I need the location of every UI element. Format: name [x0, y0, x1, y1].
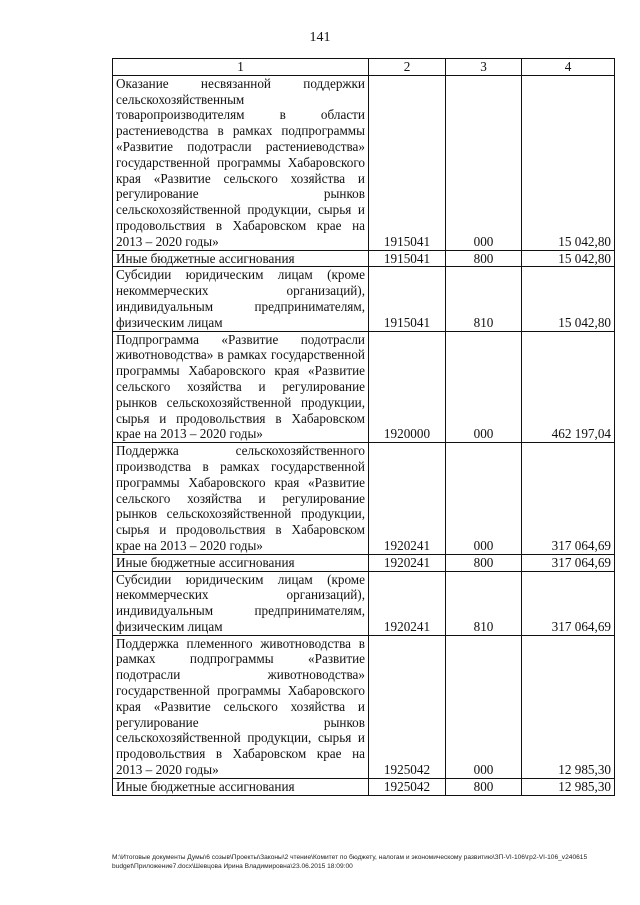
column-header: 3: [446, 59, 522, 76]
row-name: Иные бюджетные ассигнования: [113, 778, 369, 795]
row-name: Субсидии юридическим лицам (кроме некоммерческих организаций), индивидуальным предпринимателям, физическим лицам: [113, 571, 369, 635]
row-code: 1920241: [369, 571, 446, 635]
row-expense-type: 000: [446, 75, 522, 250]
row-expense-type: 000: [446, 331, 522, 443]
row-code: 1915041: [369, 250, 446, 267]
table-row: [113, 554, 615, 571]
row-expense-type: 810: [446, 267, 522, 331]
column-header: 2: [369, 59, 446, 76]
table-row: [113, 267, 615, 331]
table-row: [113, 571, 615, 635]
budget-table: [112, 58, 615, 796]
row-code: 1920241: [369, 554, 446, 571]
table-row: [113, 778, 615, 795]
row-sum: 12 985,30: [522, 778, 615, 795]
row-sum: 15 042,80: [522, 75, 615, 250]
column-header: 4: [522, 59, 615, 76]
file-path-footer: M:\Итоговые документы Думы\6 созыв\Проекты\Законы\2 чтение\Комитет по бюджету, налогам и экономическому развитию\ЗП-VI-106\гр2-VI-106_v240615 budget\Приложение7.docx\Шевцова Ирина Владимировна\23.06.2015 18:09:00: [112, 854, 588, 870]
row-code: 1925042: [369, 778, 446, 795]
row-name: Оказание несвязанной поддержки сельскохозяйственным товаропроизводителям в области растениеводства в рамках подпрограммы «Развитие подотрасли растениеводства» государственной программы Хабаровского края «Развитие сельского хозяйства и регулирование рынков сельскохозяйственной продукции, сырья и продовольствия в Хабаровском крае на 2013 – 2020 годы»: [113, 75, 369, 250]
row-code: 1925042: [369, 635, 446, 778]
row-name: Иные бюджетные ассигнования: [113, 554, 369, 571]
row-sum: 317 064,69: [522, 571, 615, 635]
row-sum: 15 042,80: [522, 250, 615, 267]
row-expense-type: 800: [446, 250, 522, 267]
row-name: Субсидии юридическим лицам (кроме некоммерческих организаций), индивидуальным предпринимателям, физическим лицам: [113, 267, 369, 331]
row-sum: 15 042,80: [522, 267, 615, 331]
row-code: 1915041: [369, 75, 446, 250]
row-name: Поддержка сельскохозяйственного производства в рамках государственной программы Хабаровского края «Развитие сельского хозяйства и регулирование рынков сельскохозяйственной продукции, сырья и продовольствия в Хабаровском крае на 2013 – 2020 годы»: [113, 443, 369, 555]
row-sum: 317 064,69: [522, 443, 615, 555]
header-row: [113, 59, 615, 76]
row-sum: 317 064,69: [522, 554, 615, 571]
column-header: 1: [113, 59, 369, 76]
page-number: 141: [309, 30, 331, 45]
row-expense-type: 800: [446, 778, 522, 795]
row-name: Подпрограмма «Развитие подотрасли животноводства» в рамках государственной программы Хабаровского края «Развитие сельского хозяйства и регулирование рынков сельскохозяйственной продукции, сырья и продовольствия в Хабаровском крае на 2013 – 2020 годы»: [113, 331, 369, 443]
row-code: 1920000: [369, 331, 446, 443]
table-row: [113, 443, 615, 555]
table-row: [113, 250, 615, 267]
row-name: Иные бюджетные ассигнования: [113, 250, 369, 267]
table-row: [113, 75, 615, 250]
row-name: Поддержка племенного животноводства в рамках подпрограммы «Развитие подотрасли животноводства» государственной программы Хабаровского края «Развитие сельского хозяйства и регулирование рынков сельскохозяйственной продукции, сырья и продовольствия в Хабаровском крае на 2013 – 2020 годы»: [113, 635, 369, 778]
table-row: [113, 331, 615, 443]
row-code: 1920241: [369, 443, 446, 555]
table-row: [113, 635, 615, 778]
row-code: 1915041: [369, 267, 446, 331]
row-expense-type: 000: [446, 635, 522, 778]
row-sum: 12 985,30: [522, 635, 615, 778]
row-expense-type: 000: [446, 443, 522, 555]
row-sum: 462 197,04: [522, 331, 615, 443]
row-expense-type: 800: [446, 554, 522, 571]
row-expense-type: 810: [446, 571, 522, 635]
